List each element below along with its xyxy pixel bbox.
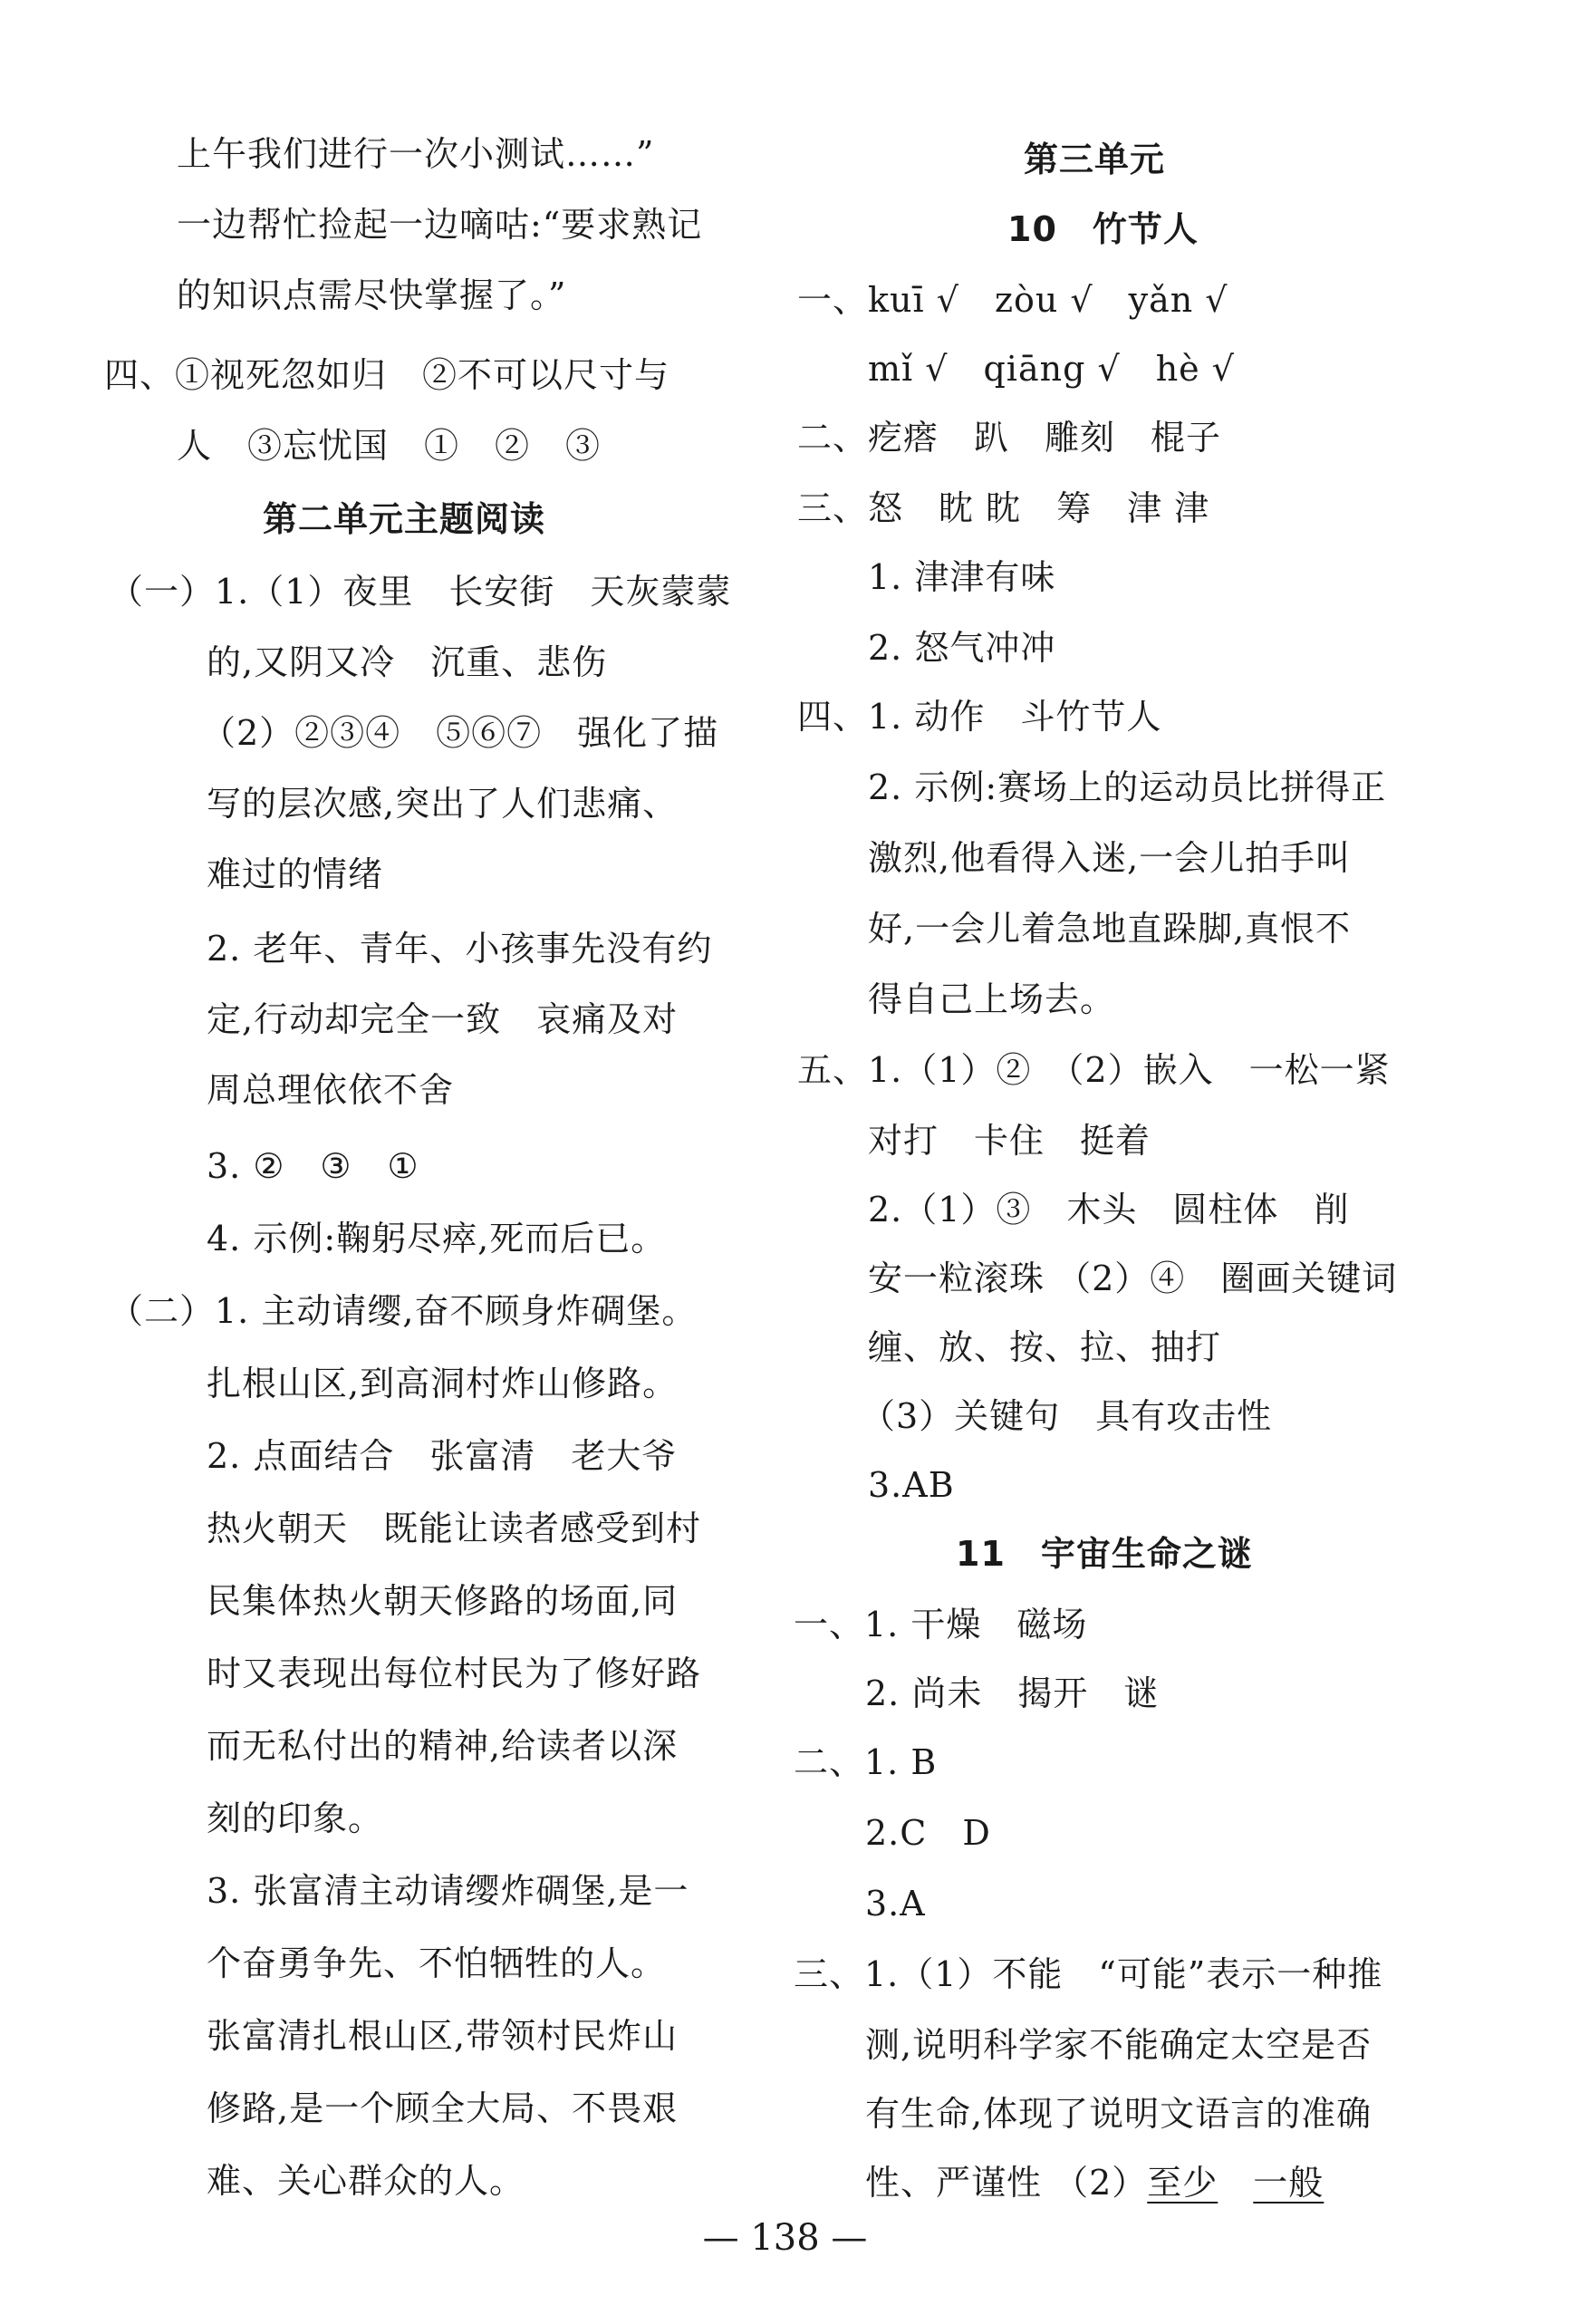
text-line: 而无私付出的精神,给读者以深 (207, 1726, 679, 1766)
text-line: 1. 津津有味 (868, 557, 1056, 597)
section-heading: 第二单元主题阅读 (263, 499, 546, 539)
text-line: 2.C D (865, 1813, 991, 1853)
text-segment: 性、严谨性 （2） (865, 2163, 1148, 2203)
text-line: 对打 卡住 挺着 (868, 1121, 1151, 1161)
text-line: 张富清扎根山区,带领村民炸山 (207, 2016, 679, 2056)
text-line: 得自己上场去。 (868, 979, 1116, 1019)
underlined-answer: 至少 (1147, 2163, 1218, 2203)
text-line: 一、1. 干燥 磁场 (794, 1605, 1088, 1644)
text-line: 3. 张富清主动请缨炸碉堡,是一 (207, 1871, 689, 1911)
text-line: 4. 示例:鞠躬尽瘁,死而后已。 (207, 1219, 667, 1258)
text-line: （一）1.（1）夜里 长安街 天灰蒙蒙 (109, 572, 732, 612)
text-line: 定,行动却完全一致 哀痛及对 (207, 999, 679, 1039)
lesson-heading: 11 宇宙生命之谜 (956, 1534, 1253, 1574)
text-line: 五、1.（1）② （2）嵌入 一松一紧 (797, 1050, 1391, 1090)
text-line: 2. 怒气冲冲 (868, 628, 1056, 668)
text-line: 好,一会儿着急地直跺脚,真恨不 (868, 909, 1352, 949)
text-line: 民集体热火朝天修路的场面,同 (207, 1581, 679, 1621)
text-line: 二、1. B (794, 1742, 938, 1782)
text-line: 二、疙瘩 趴 雕刻 棍子 (797, 418, 1222, 458)
text-line: 三、1.（1）不能 “可能”表示一种推 (794, 1954, 1383, 1994)
text-line: 个奋勇争先、不怕牺牲的人。 (207, 1943, 667, 1983)
text-line: 刻的印象。 (207, 1798, 384, 1838)
text-line: 3. ② ③ ① (207, 1146, 419, 1186)
text-line: 扎根山区,到高洞村炸山修路。 (207, 1364, 679, 1403)
text-line: （二）1. 主动请缨,奋不顾身炸碉堡。 (109, 1291, 698, 1331)
unit-heading: 第三单元 (1024, 140, 1166, 179)
text-line: 2. 老年、青年、小孩事先没有约 (207, 929, 713, 969)
text-line: 人 ③忘忧国 ① ② ③ (177, 426, 602, 466)
text-line: 一、kuī √ zòu √ yǎn √ (797, 280, 1228, 320)
underlined-answer: 一般 (1253, 2163, 1324, 2203)
text-line: 2. 示例:赛场上的运动员比拼得正 (868, 767, 1387, 807)
text-line: 三、怒 眈 眈 筹 津 津 (797, 488, 1210, 528)
text-line: 一边帮忙捡起一边嘀咕:“要求熟记 (177, 205, 703, 245)
text-line: （2）②③④ ⑤⑥⑦ 强化了描 (201, 713, 719, 753)
text-line: （3）关键句 具有攻击性 (861, 1396, 1273, 1436)
text-line: 3.A (865, 1884, 926, 1924)
text-line: 写的层次感,突出了人们悲痛、 (207, 784, 679, 824)
text-line: 2.（1）③ 木头 圆柱体 削 (868, 1190, 1350, 1230)
text-line: 的知识点需尽快掌握了。” (177, 275, 567, 315)
text-line: 热火朝天 既能让读者感受到村 (207, 1509, 702, 1548)
lesson-heading: 10 竹节人 (1007, 209, 1199, 249)
text-line: 激烈,他看得入迷,一会儿拍手叫 (868, 838, 1352, 878)
text-line (865, 2160, 1324, 2205)
text-line: 四、1. 动作 斗竹节人 (797, 697, 1162, 737)
text-line: 的,又阴又冷 沉重、悲伤 (207, 642, 608, 682)
text-line: 四、①视死忽如归 ②不可以尺寸与 (104, 355, 670, 395)
text-line: 缠、放、按、拉、抽打 (868, 1327, 1222, 1367)
text-line: 上午我们进行一次小测试……” (177, 134, 655, 174)
text-line: 难过的情绪 (207, 854, 384, 894)
text-line: 3.AB (868, 1465, 955, 1505)
text-line: 有生命,体现了说明文语言的准确 (865, 2094, 1373, 2134)
text-line: 难、关心群众的人。 (207, 2161, 525, 2201)
text-line: mǐ √ qiāng √ hè √ (868, 349, 1235, 389)
text-line: 安一粒滚珠 （2）④ 圈画关键词 (868, 1258, 1398, 1298)
page-number: — 138 — (702, 2217, 868, 2259)
text-line: 时又表现出每位村民为了修好路 (207, 1654, 702, 1693)
text-line: 2. 尚未 揭开 谜 (865, 1673, 1160, 1713)
text-line: 测,说明科学家不能确定太空是否 (865, 2025, 1373, 2065)
text-line: 2. 点面结合 张富清 老大爷 (207, 1436, 678, 1476)
text-line: 周总理依依不舍 (207, 1070, 455, 1110)
text-line: 修路,是一个顾全大局、不畏艰 (207, 2088, 679, 2128)
